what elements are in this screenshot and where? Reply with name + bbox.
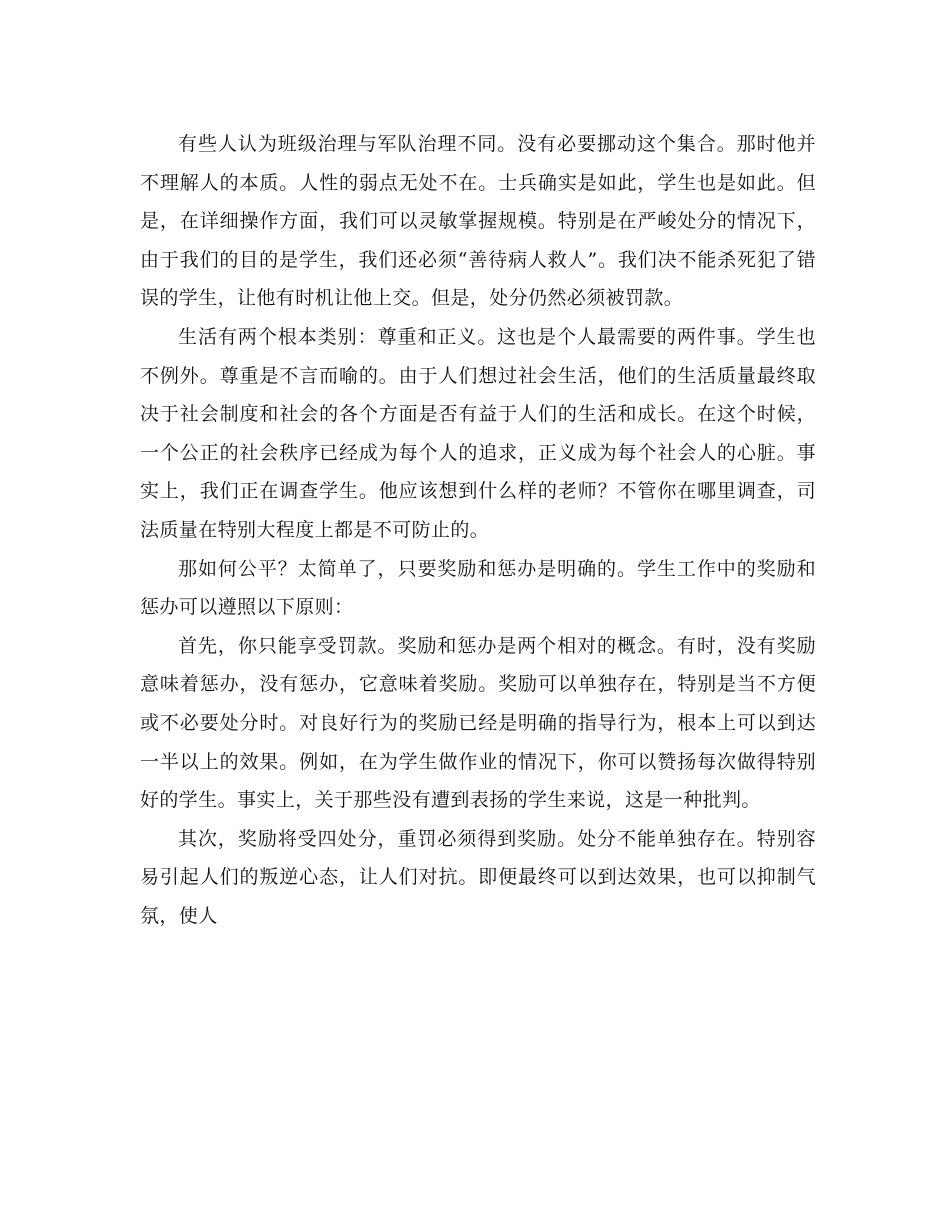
document-body — [140, 125, 816, 935]
paragraph-3: 那如何公平？太简单了，只要奖励和惩办是明确的。学生工作中的奖励和惩办可以遵照以下原则： — [140, 557, 816, 619]
paragraph-4: 首先，你只能享受罚款。奖励和惩办是两个相对的概念。有时，没有奖励意味着惩办，没有惩办，它意味着奖励。奖励可以单独存在，特别是当不方便或不必要处分时。对良好行为的奖励已经是明确的指导行为，根本上可以到达一半以上的效果。例如，在为学生做作业的情况下，你可以赞扬每次做得特别好的学生。事实上，关于那些没有遭到表扬的学生来说，这是一种批判。 — [140, 634, 816, 812]
paragraph-5: 其次，奖励将受四处分，重罚必须得到奖励。处分不能单独存在。特别容易引起人们的叛逆心态，让人们对抗。即便最终可以到达效果，也可以抑制气氛，使人 — [140, 827, 816, 927]
paragraph-1: 有些人认为班级治理与军队治理不同。没有必要挪动这个集合。那时他并不理解人的本质。人性的弱点无处不在。士兵确实是如此，学生也是如此。但是，在详细操作方面，我们可以灵敏掌握规模。特别是在严峻处分的情况下，由于我们的目的是学生，我们还必须“善待病人救人”。我们决不能杀死犯了错误的学生，让他有时机让他上交。但是，处分仍然必须被罚款。 — [140, 133, 816, 310]
paragraph-2: 生活有两个根本类别：尊重和正义。这也是个人最需要的两件事。学生也不例外。尊重是不言而喻的。由于人们想过社会生活，他们的生活质量最终取决于社会制度和社会的各个方面是否有益于人们的生活和成长。在这个时候，一个公正的社会秩序已经成为每个人的追求，正义成为每个社会人的心脏。事实上，我们正在调查学生。他应该想到什么样的老师？不管你在哪里调查，司法质量在特别大程度上都是不可防止的。 — [140, 325, 816, 541]
